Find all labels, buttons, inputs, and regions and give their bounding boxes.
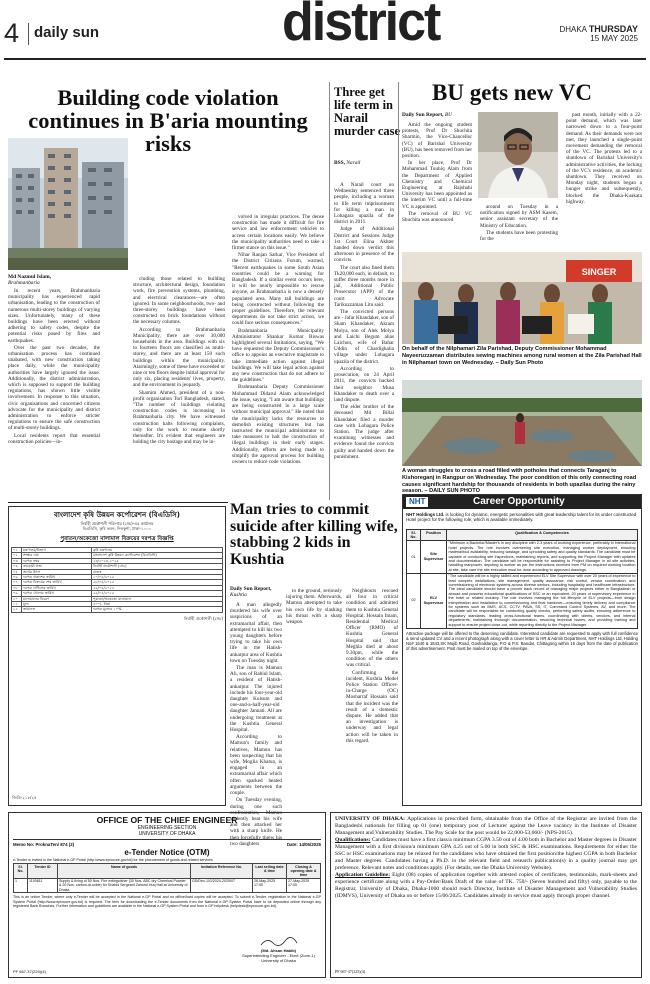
story1-para: volved in irregular practices. The dense construction has made it difficult for fire service and law enforcement vehicles to access certain locations easily. We believe the municipality authorities need to take a firmer stance on this issue.": [232, 214, 324, 252]
dateline: [559, 24, 638, 43]
tender-cell: Supply & fixing of 50 Nos. Fire extinguisher (30 Nos. ABC dry Chemical Powder & 20 Nos. carbon-di-oxide) for Shahid Sergeant Zahurul Huq Hall at University of Dhaka: [58, 878, 191, 893]
story-narail: [334, 85, 401, 500]
nht-header: [403, 495, 641, 509]
brand-logo: daily sun: [34, 24, 100, 41]
tender-header: [13, 815, 321, 840]
tender-table: [13, 863, 321, 893]
story1-para: Over the past two decades, the urbanisation process has continued unabated, with new construction taking place daily, while the municipality authorities have largely ignored the issue. Additionally, the district administration, which is supposed to support the building regulations, has shown little visible involvement. In response to this situation, civic organisations and concerned citizens advocate for the municipality and district administration to enforce stricter regulations to ensure the safe construction of multi-storey buildings.: [8, 344, 100, 432]
nht-cell: 02: [407, 573, 421, 628]
badc-cell: ১০/০৫/২০২৫: [92, 575, 223, 580]
story3-para: Amid the ongoing student protests, Prof Dr Shuchita Sharmin, the Vice-Chancellor (VC) of Barishal University (BU), has been removed from her position.: [402, 122, 473, 160]
badc-footer: নির্বাহী প্রকৌশলী (সেচ): [183, 615, 223, 621]
story1-para: Shamim Ahmed, president of a non-profit organisation Torī Bangladesh, stated, "The number of buildings violating construction codes is increasing in Brahmanbaria city. We have witnessed construction halts following complaints, only for the work to resume shortly thereafter. It's evident that engineers are holding the city hostage and may be in-: [133, 389, 225, 446]
tender-col-header: Name of goods: [58, 864, 191, 879]
story1-para: Brahmanbaria Municipality Administrator Shankar Kumar Biswas highlighted several limitations, saying, "We have requested the Deputy Commissioner's office to appoint an executive magistrate to take immediate action against illegal buildings. We will take legal action against any new construction that do not adhere to the guidelines.": [232, 327, 324, 384]
headline-narail: Three get life term in Narail murder case: [334, 85, 401, 138]
sewing-machine-photo-image: [402, 252, 642, 344]
table-row: [14, 878, 321, 893]
story4-para: According to Mamun's family and relatives, Mamun has been suspecting that his wife, Moglia Khatun, is engaged in an extramarital affair which often sparked heated arguments between the couple.: [230, 734, 282, 797]
badc-cell: ০৭: [12, 580, 22, 585]
story4-column-3: [346, 588, 398, 802]
nht-cell: Site Supervisor: [421, 540, 447, 573]
tender-cell: 1: [14, 878, 28, 893]
byline-narail: [334, 160, 394, 166]
badc-cell: ০২: [12, 553, 22, 558]
du-guide-text: Eight (08) copies of application together with attested copies of certificates, testimonials, mark-sheets and experience certificate along with a Pay-Order/Bank Draft of the value of TK. 750/- (Seven hundred and fifty) only, payable to the Registrar, University of Dhaka, Dhaka-1000 should reach Director, Institute of Disaster Management and Vulnerability Studies (IDMVS), University of Dhaka on or before 15/06/2025. Candidates already in service must apply through proper channel.: [335, 872, 637, 899]
story4-para: Neighbours rescued all four in critical condition and admitted them to Kushtia General Hospital. Hossain Imam, Residential Medical Officer (RMO) of Kushtia General Hospital said that Meghla died at about 9.30pm, while the condition of the others was critical.: [346, 588, 398, 669]
photo-buildings: [8, 138, 128, 270]
badc-cell: জামানত: [22, 607, 92, 612]
reporter-name: Daily Sun Report,: [402, 112, 444, 118]
badc-cell: মালামালের বিবরণ: [22, 596, 92, 601]
tender-memo: Memo No: ProknaTen/ 874 (2): [13, 842, 75, 847]
tender-date: Date: 14/05/2025: [286, 842, 321, 847]
vc-portrait-image: [478, 112, 558, 198]
nht-logo: [406, 497, 428, 507]
badc-cell: দরপত্র প্রকাশের তারিখ: [22, 575, 92, 580]
story4-para: Confirming the incident, Kushtia Model Police Station Officer-in-Charge (OC) Mosharraf Hossain said that the incident was the result of a domestic dispute. He added that an investigation is underway and legal action will be taken in this regard.: [346, 669, 398, 744]
signature-scribble: [259, 937, 299, 947]
nht-cell: 01: [407, 540, 421, 573]
table-row: [407, 573, 638, 628]
du-qual-text: Candidates must have a first class/a minimum CGPA 3.50 out of 4.00 both in Bachelor and Master degrees in Disaster Management with a first division/a minimum GPA 4.25 out of 5.00 in both SSC & HSC examinations. Requirements for either the SSC or HSC examinations may be relaxed for the candidates who have obtained the first position/the highest CGPA in both Bachelor and Master degrees. Candidates having a Ph.D. in the relevant field and research publication(s) in a quality journal may get preference. Relevant notes and conditions apply. (For details, see the Dhaka University Website).: [335, 837, 637, 871]
tender-intro: e-Tender is invited in the National e-GP Portal (http://www.eprocure.gov.bd) for the procurement of goods and related services: [13, 858, 213, 862]
photo-credit: – DAILY SUN PHOTO: [424, 488, 480, 495]
story1-para: Local residents report that essential construction policies—in-: [8, 432, 100, 445]
nht-cell: "Minimum a Bachelor/Master's in any discipline with 2-3 years of working experience, preferably in international hotel projects. The role involves overseeing site execution, managing worker deployment, ensuring material/tool availability, reducing wastage, and upholding safety and quality standards. The candidate must be capable of conducting site inspections, maintaining reports, and supporting the Project Manager with updates and documentation. The candidate will be responsible for assisting to Project Manager in all site activities, handling manpower, deputing to worker as per the instructions received from PM on required working location at site, take care the site execution must be done according to approved drawings.: [448, 541, 636, 572]
badc-cell: মন্ত্রণালয়/বিভাগ: [22, 548, 92, 553]
story4-para: On Tuesday evening, during one such confrontation, Mamun violently beat his wife and then attacked her with a sharp knife. He then forcefully threw his two daughters: [230, 797, 282, 847]
tender-title: e-Tender Notice (OTM): [124, 848, 210, 857]
story1-para: Nihar Ranjan Sarkar, Vice President of the District Citizens Forum, warned, "Recent earthquakes in some South Asian countries could be a warning for Bangladesh. If a similar event occurs here, it will be nearly impossible to rescue anyone, as Brahmanbaria is now a densely populated area. Many tall buildings are being constructed without following the proper guidelines. Therefore, the relevant departments do not take strict action, we could face serious consequences.": [232, 252, 324, 327]
story1-para: According to Brahmanbaria Municipality, there are over 30,000 households in the area. Buildings with six to fourteen floors are classified as multi-storey, and there are at least 150 such buildings within the municipality. Alarmingly, some of these have exceeded or nine or ten floors despite initial approval for only six, placing residents' lives, property, and the environment in jeopardy.: [133, 326, 225, 389]
story2-para: The elder brother of the deceased Md Billal Khandaker filed a murder case with Lohagara Police Station. The judge after examining witnesses and evidence found the convicts guilty and handed down the punishment.: [334, 404, 394, 460]
story4-para: to the ground, seriously injuring them. Afterwards, Mamun attempted to take his own life by slashing his throat with a sharp weapon.: [286, 588, 342, 626]
tender-cell: 27-May-2025 17:00: [287, 878, 321, 893]
byline-bu-vc: [402, 112, 452, 118]
badc-sub1: নির্বাহী প্রকৌশলী পরিদপ্তর (সেচ)-এর কার্যালয়: [80, 521, 154, 526]
badc-cell: দরপত্র নম্বর: [22, 558, 92, 563]
badc-cell: ০৬: [12, 575, 22, 580]
table-row: [407, 540, 638, 573]
nht-table-wrap: [406, 529, 638, 651]
du-qual-label: Qualifications:: [335, 837, 371, 843]
table-row: [12, 607, 223, 612]
singer-banner-text: SINGER: [581, 267, 617, 277]
headline-kushtia: Man tries to commit suicide after killing wife, stabbing 2 kids in Kushtia: [230, 501, 398, 568]
badc-cell: রাজস্ব: [92, 569, 223, 574]
story3-para: The students have been protesting for the: [480, 229, 558, 243]
caption-road: [402, 468, 642, 495]
column-divider: [329, 82, 330, 500]
story3-para: The removal of BU VC Shuchita was announced: [402, 210, 472, 224]
headline-bu-vc: BU gets new VC: [432, 80, 592, 105]
dateline-city: DHAKA: [559, 25, 587, 34]
nht-intro-text: is looking for dynamic, energetic personalities with great leadership talent for its under constructed Hotel project for the following role, which is available immediately.: [406, 512, 637, 523]
tender-col-header: Sl. No.: [14, 864, 28, 879]
story-building-code: [8, 86, 326, 500]
reporter-name: BSS,: [334, 160, 345, 166]
badc-cell: কৃষি মন্ত্রণালয়: [92, 548, 223, 553]
badc-cell: অর্থের উৎস: [22, 569, 92, 574]
story1-para: cluding those related to building structure, architectural design, foundation work, fire prevention systems, plumbing, and electrical clearances—are often ignored. In some neighbourhoods, two- and three-storey buildings have been constructed on brick foundations without the necessary columns.: [133, 276, 225, 326]
headline-building-code: Building code violation continues in B'aria mounting risks: [28, 85, 308, 156]
badc-cell: দরপত্র খোলার তারিখ: [22, 591, 92, 596]
tender-section: ENGINEERING SECTION: [137, 825, 197, 831]
masthead: [0, 0, 650, 74]
photo-vc-portrait: [478, 112, 558, 198]
badc-cell: ১১: [12, 602, 22, 607]
badc-advertisement: [8, 506, 226, 806]
du-notice-heading: UNIVERSITY OF DHAKA:: [335, 816, 406, 822]
badc-cell: ০৫: [12, 569, 22, 574]
masthead-rule: [4, 58, 646, 60]
badc-cell: ২৩/২০২৪-২০২৫: [92, 558, 223, 563]
tender-university: UNIVERSITY OF DHAKA: [138, 831, 196, 837]
nht-career-ad: [402, 494, 642, 806]
story2-para: Judge of Additional District and Sessions Judge 1st Court Elina Akhter handed down verdict this afternoon in presence of the convicts.: [334, 226, 394, 264]
nht-col-header: Qualification & Competencies: [447, 530, 638, 541]
section-title: [282, 0, 439, 54]
story1-para: In recent years, Brahmanbaria municipality has experienced rapid urbanisation, leading to the construction of numerous multi-storey buildings of varying sizes. Unfortunately, many of these buildings have been erected without adhering to safety codes, despite the potential risks posed by fires and earthquakes.: [8, 288, 100, 344]
story1-column-3: [232, 214, 324, 500]
nht-company: NHT Holdings Ltd.: [406, 512, 445, 517]
story4-column-2: [286, 588, 342, 802]
tender-col-header: Tender ID: [28, 864, 58, 879]
badc-header: [11, 509, 223, 544]
badc-cell: ৫০০/- টাকা: [92, 602, 223, 607]
tender-cell: GD/Dev-1/G/2024-2025/07: [191, 878, 253, 893]
nht-cell: "The candidate will be a highly skilled and experienced ELV Site Supervisor with over 20 years of experience to lead complex installations, site management, quality assurance, risk control, vendor coordination, and commissioning of electronic systems across diverse sectors, including hospitality and healthcare infrastructure. The ideal candidate should have a proven track record of managing major projects either in Bangladesh or abroad and possess educational qualifications of SSC or an equivalent. 20 years of supervisory experience in the hotel or related industry. The role involves managing the full lifecycle of ELV projects—from design interpretation and installation to commissioning and final handover—ensuring timely delivery and compliance for systems such as BMS, ACS, CCTV, PAVA, SS, IT, Command Control Systems, AV, and more. The candidate will be responsible for conducting quality checks, performing safety audits, ensuring adherence to regulatory standards, leading cross-functional teams, coordinating with clients, vendors, and internal departments, maintaining thorough documentation, resolving technical issues, and providing training and support to ensure project close-out, while reporting directly to the Project Manager.: [448, 574, 636, 627]
story2-para: The court also fined them Tk20,000 each, in default, to suffer three months more in jail, Additional Public Prosecutor (APP) of the court Advocate Tarikuzzaman Litu said.: [334, 264, 394, 308]
badc-cell: পুরাতন/অকেজো মালামাল: [92, 596, 223, 601]
badc-cell: ১২: [12, 607, 22, 612]
du-guide-label: Application Guideline:: [335, 872, 391, 878]
nht-title: Career Opportunity: [473, 496, 565, 507]
tender-note: This is an online Tender, where only e-Tender will be accepted in the National e-GP Portal and no offline/hard copies will be accepted. To submit e-Tender, registration in the National e-GP System Portal (http://www.eprocure.gov.bd) is required. The fees for downloading the e-Tender documents from the National e-GP System Portal have to be deposited online through any registered Bank Branches. Further information and guidelines are available in the National e-GP System Portal and from e-GP helpdesk (helpdesk@eprocure.gov.bd).: [13, 895, 321, 908]
caption-text: A woman struggles to cross a road filled with potholes that connects Taraganj to Kishoreganj in Rangpur on Wednesday. The poor condition of this only connecting road causes significant hardship for thousands of residents in both upazilas during the rainy season.: [402, 468, 637, 495]
badc-cell: দরপত্র বিক্রয়ের শেষ তারিখ: [22, 580, 92, 585]
du-lecturer-notice: [330, 812, 642, 978]
section-rule: [8, 502, 228, 503]
badc-cell: ০৪: [12, 564, 22, 569]
reporter-location: BU: [444, 112, 453, 118]
tender-cell: 1100611: [28, 878, 58, 893]
page-number: 4: [4, 18, 20, 48]
nht-intro: [406, 512, 638, 522]
photo-credit: – Daily Sun Photo: [495, 359, 544, 366]
story4-para: A man allegedly murdered his wife over suspicions of an extramarital affair, then attempted to kill his two young daughters before trying to take his own life in the Hatish-ankarpur area of Kushtia town on Tuesday night.: [230, 602, 282, 664]
badc-sub2: বিএডিসি, কৃষি ভবন, দিলকুশা, ঢাকা-১০০০: [82, 526, 152, 531]
du-notice-code: PF 667-37(225)(4): [335, 969, 366, 974]
byline-building-code: [8, 274, 128, 286]
reporter-location: Narail: [346, 160, 361, 166]
badc-cell: মূল্য: [22, 602, 92, 607]
road-photo-image: [402, 380, 642, 466]
badc-org: বাংলাদেশ কৃষি উন্নয়ন কর্পোরেশন (বিএডিসি): [54, 511, 180, 519]
tender-memo-row: [13, 842, 321, 847]
tender-cell: 26-May-2025 17:00: [253, 878, 287, 893]
badc-cell: ২৯/০৫/২০২৫: [92, 585, 223, 590]
nht-col-header: Position: [421, 530, 447, 541]
story2-para: A Narail court on Wednesday sentenced three people, including a woman to life term imprisonment for killing a man in Lohagara upazila of the district in 2011.: [334, 182, 394, 226]
story1-column-2: [133, 276, 225, 500]
story2-para: The convicted persons are - Jafar Khandaker, son of Sham Khandaker, Akram Molya, son of Alek Molya and Laichi Begum alias Laichon, wife of Bahar Uddin of Chardighalia village under Lohagara upazila of the district.: [334, 309, 394, 365]
badc-cell: বাংলাদেশ কৃষি উন্নয়ন কর্পোরেশন (বিএডিসি): [92, 553, 223, 558]
tender-code: PF 667-37(225)(4): [13, 969, 46, 974]
tender-office: OFFICE OF THE CHIEF ENGINEER: [96, 815, 238, 825]
reporter-location: Kushtia: [230, 592, 247, 598]
badc-cell: ২৯/০৫/২০২৫: [92, 591, 223, 596]
tender-signer-org: University of Dhaka: [261, 958, 296, 963]
badc-table: [11, 547, 223, 613]
reporter-name: Md Nazmul Islam,: [8, 274, 51, 280]
badc-cell: ২৮/০৫/২০২৫: [92, 580, 223, 585]
nht-logo-text: NHT: [409, 497, 426, 506]
nht-cell: ELV Supervisor: [421, 573, 447, 628]
badc-cell: ০৮: [12, 585, 22, 590]
buildings-photo-image: [8, 138, 128, 270]
caption-text: On behalf of the Nilphamari Zila Parishad, Deputy Commissioner Mohammad Nayeeruzzaman distributes sewing machines among rural women at the Zila Parishad Hall in Nilphamari town on Wednesday.: [402, 346, 642, 366]
story1-para: Brahmanbaria Deputy Commissioner Mohammad Didarul Alam acknowledged the issue, saying, "I am aware that buildings are being constructed in a large scale without municipal approval." He noted that the municipality lacks the resources to demolish existing structures but has instructed the municipal administrator to take measures to halt the construction of illegal buildings in their early stages. Additionally, efforts are being made to simplify the approval process for building owners to reduce code violations.: [232, 384, 324, 465]
column-divider: [398, 82, 399, 352]
story2-para: According to prosecution, on 24 April 2011, the convicts hacked their neighbor Musa Khandaker to death over a land dispute.: [334, 365, 394, 403]
tender-signer-title: Superintending Engineer - Elect (Zone-1): [242, 953, 315, 958]
du-notice-body: Applications in prescribed form, obtainable from the Office of the Registrar are invited from the Bangladeshi nationals for filling up 01 (one) temporary post of Lecturer against the Leave vacancy in the Institute of Disaster Management and Vulnerability Studies. The Pay Scale for the post would be 22,000-53,060/- (NPS-2015).: [335, 816, 637, 836]
reporter-name: Daily Sun Report,: [230, 586, 272, 592]
story3-para: around on Tuesday in a notification signed by ASM Kasem, senior assistant secretary of the Ministry of Education.: [480, 204, 558, 229]
du-tender-notice: [8, 812, 326, 978]
story4-para: The man is Mamun Ali, son of Rabiul Islam, a resident of Hatish-ankarpur. The injured include his four-year-old daughter Kulsum and one-and-a-half-year-old daughter Jannati. All are undergoing treatment at the Kushtia General Hospital.: [230, 665, 282, 734]
photo-sewing-machines: [402, 252, 642, 344]
badc-code: জিডি-২১৮/২৫: [12, 795, 37, 800]
tender-signature: [242, 937, 315, 963]
badc-cell: ক্রয়কারী সত্তা: [22, 564, 92, 569]
nht-footer: Attractive package will be offered to the deserving candidate. Interested candidate are requested to apply with full confidence & send updated CV and a recent photograph along with a cover letter to HR & Admin Department, NHT Holdings Ltd, Holding No# 1640 & 1643,SK Mujib Road, Goshaildanga, P.O & P.S: Bandar, Chittagong within 15 days from the date of publication of this advertisement. Post must be mailed on top of the envelope.: [406, 630, 638, 651]
dateline-date: 15 MAY 2025: [590, 34, 638, 43]
story3-para: past month, initially with a 22-point demand, which was later narrowed down to a four-point demand. As their demands were not met, they launched a single-point movement demanding the removal of the VC. The protests led to a shutdown of Barishal University's administrative activities, the locking of the VC's residence, an academic shutdown. They received on Monday night, students began a hunger strike and subsequently, blocked the Dhaka-Kuakata highway.: [566, 112, 642, 205]
story4-column-1: [230, 602, 282, 847]
caption-sewing-machines: [402, 346, 642, 366]
badc-cell: ০১: [12, 548, 22, 553]
reporter-location: Brahmanbaria: [8, 280, 40, 286]
story2-column-1: [334, 182, 394, 500]
badc-cell: নির্বাহী প্রকৌশলী (সেচ): [92, 564, 223, 569]
dateline-weekday: THURSDAY: [588, 24, 638, 34]
masthead-divider: [28, 23, 29, 45]
badc-cell: ১০: [12, 596, 22, 601]
badc-cell: দরপত্র দাখিলের তারিখ: [22, 585, 92, 590]
badc-title: পুরাতন/অকেজো মালামাল বিক্রয়ের দরপত্র বিজ্ঞপ্তি: [60, 536, 174, 542]
tender-signer: (Md. Ahsan Habib): [261, 948, 297, 953]
badc-cell: সংস্থার নাম: [22, 553, 92, 558]
nht-col-header: Sl. No.: [407, 530, 421, 541]
badc-cell: দরপত্র মূল্যের ১০%: [92, 607, 223, 612]
story1-column-1: [8, 288, 100, 500]
photo-road: [402, 380, 642, 466]
badc-cell: ০৩: [12, 558, 22, 563]
badc-cell: ০৯: [12, 591, 22, 596]
tender-col-header: Invitation Reference No.: [191, 864, 253, 879]
story3-para: In her place, Prof Dr Mohammad Touhiq Alam from the Department of Applied Chemistry and Chemical Engineering at Rajshahi University has been appointed as the interim VC until a full-time VC is appointed.: [402, 160, 472, 210]
section-title-text: district: [282, 0, 440, 53]
tender-col-header: Last selling date & time: [253, 864, 287, 879]
tender-col-header: Closing & opening date & time: [287, 864, 321, 879]
nht-table: [406, 529, 638, 629]
